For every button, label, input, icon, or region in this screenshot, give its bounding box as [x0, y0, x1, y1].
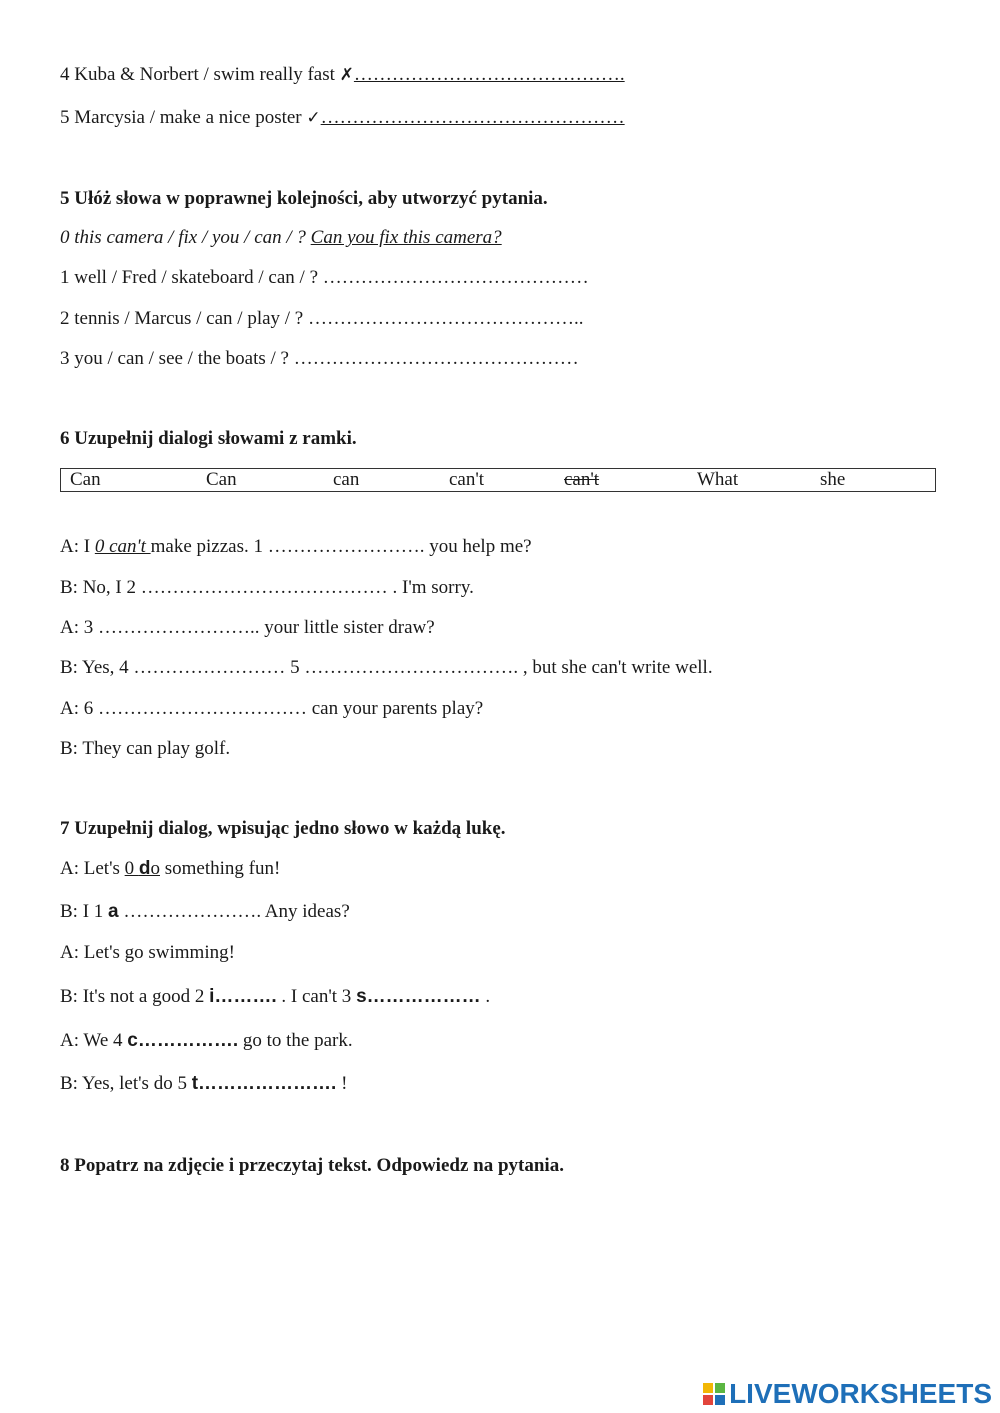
ex5-heading: 5 Ułóż słowa w poprawnej kolejności, aby utworzyć pytania. [60, 188, 548, 209]
word-box-item: Can [206, 469, 237, 490]
ex7-line-3: A: Let's go swimming! [60, 942, 235, 963]
example-answer [125, 858, 160, 879]
example-prompt: 0 this camera / fix / you / can / ? [60, 227, 311, 248]
line-end[interactable]: …………………. Any ideas? [118, 901, 350, 922]
check-mark: ✓ [306, 108, 321, 128]
cross-mark: ✗ [339, 65, 354, 85]
line-start: B: It's not a good 2 [60, 986, 210, 1007]
word-box-item: can [333, 469, 360, 490]
ex7-line-2[interactable] [60, 900, 350, 924]
example-number: 0 [124, 858, 139, 879]
word-box-item: can't [449, 469, 485, 490]
item-text: 5 Marcysia / make a nice poster [60, 107, 307, 128]
logo-grid-icon [703, 1383, 725, 1405]
ex4-item-4 [60, 63, 625, 87]
line-start: A: Let's [60, 858, 125, 879]
ex7-line-5[interactable] [60, 1029, 353, 1053]
hint-letter: d [138, 858, 151, 879]
ex6-line-b3: B: They can play golf. [60, 738, 231, 759]
line-end: something fun! [160, 858, 281, 879]
ex7-line-6[interactable] [60, 1072, 347, 1096]
line-end: go to the park. [238, 1030, 353, 1051]
ex7-heading: 7 Uzupełnij dialog, wpisując jedno słowo w każdą lukę. [60, 818, 506, 839]
ex6-line-b1[interactable]: B: No, I 2 ………………………………… . I'm sorry. [60, 577, 474, 598]
ex8-heading: 8 Popatrz na zdjęcie i przeczytaj tekst. Odpowiedz na pytania. [60, 1155, 564, 1176]
word-box-item: Can [70, 469, 101, 490]
word-box [60, 468, 936, 492]
ex5-item-2[interactable]: 2 tennis / Marcus / can / play / ? …………………………………….. [60, 308, 584, 329]
liveworksheets-logo[interactable] [703, 1378, 992, 1410]
item-text: 4 Kuba & Norbert / swim really fast [60, 64, 340, 85]
word-box-item: she [820, 469, 846, 490]
answer-blank[interactable]: ……………………………………. [353, 64, 625, 85]
ex5-item-1[interactable]: 1 well / Fred / skateboard / can / ? …………………………………… [60, 267, 589, 288]
line-mid: . I can't 3 [276, 986, 357, 1007]
line-start: B: I 1 [60, 901, 109, 922]
ex7-line-1 [60, 857, 280, 881]
example-rest: o [150, 858, 160, 879]
ex4-item-5 [60, 106, 625, 130]
ex7-line-4[interactable] [60, 985, 490, 1009]
line-end: . [480, 986, 491, 1007]
answer-blank[interactable]: i………. [209, 986, 277, 1007]
logo-text: LIVEWORKSHEETS [729, 1378, 992, 1409]
word-box-item: What [697, 469, 739, 490]
example-answer: 0 can't [94, 536, 151, 557]
hint-letter: a [108, 901, 119, 922]
ex6-line-a1 [60, 535, 532, 559]
answer-blank[interactable]: s……………… [356, 986, 481, 1007]
ex5-example [60, 226, 502, 250]
answer-blank[interactable]: c……………. [127, 1030, 239, 1051]
line-start: A: We 4 [60, 1030, 128, 1051]
word-box-item-used: can't [564, 469, 600, 490]
ex6-heading: 6 Uzupełnij dialogi słowami z ramki. [60, 428, 357, 449]
line-start: A: I [60, 536, 95, 557]
ex6-line-b2[interactable]: B: Yes, 4 …………………… 5 ……………………………. , but she can't write well. [60, 657, 713, 678]
line-end[interactable]: make pizzas. 1 ……………………. you help me? [150, 536, 532, 557]
line-end: ! [336, 1073, 348, 1094]
example-answer: Can you fix this camera? [310, 227, 502, 248]
answer-blank[interactable]: t…………………. [191, 1073, 337, 1094]
ex6-line-a3[interactable]: A: 6 …………………………… can your parents play? [60, 698, 484, 719]
answer-blank[interactable]: ………………………………………… [320, 107, 625, 128]
ex5-item-3[interactable]: 3 you / can / see / the boats / ? ……………………………………… [60, 348, 579, 369]
line-start: B: Yes, let's do 5 [60, 1073, 192, 1094]
ex6-line-a2[interactable]: A: 3 …………………….. your little sister draw? [60, 617, 435, 638]
